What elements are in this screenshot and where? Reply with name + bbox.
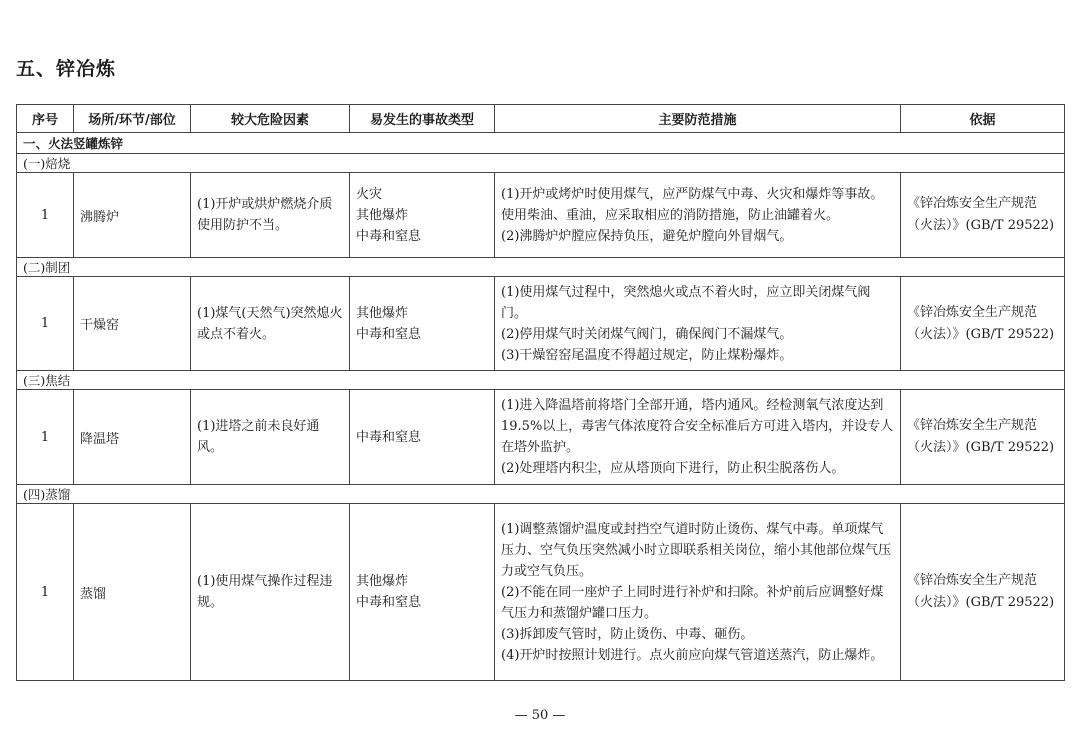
measure-item: (4)开炉时按照计划进行。点火前应向煤气管道送蒸汽，防止爆炸。 xyxy=(501,647,884,663)
cell-place: 干燥窑 xyxy=(74,277,191,371)
page-number: — 50 — xyxy=(514,708,566,723)
measure-item: (1)调整蒸馏炉温度或封挡空气道时防止烫伤、煤气中毒。单项煤气压力、空气负压突然减小时立即联系相关岗位，缩小其他部位煤气压力或空气负压。 xyxy=(501,521,892,579)
table-row xyxy=(17,173,1065,258)
measure-item: (2)处理塔内积尘，应从塔顶向下进行，防止积尘脱落伤人。 xyxy=(501,461,845,476)
header-no: 序号 xyxy=(17,105,74,133)
subsection-label: (三)焦结 xyxy=(17,371,1065,390)
subsection-label: (二)制团 xyxy=(17,258,1065,277)
measure-item: (3)拆卸废气管时，防止烫伤、中毒、砸伤。 xyxy=(501,626,754,642)
table-row xyxy=(17,504,1065,681)
table-row xyxy=(17,390,1065,485)
cell-accident xyxy=(350,173,495,258)
subsection-label: (一)焙烧 xyxy=(17,154,1065,173)
accident-type: 其他爆炸 xyxy=(356,305,409,321)
cell-place: 沸腾炉 xyxy=(74,173,191,258)
cell-danger: (1)煤气(天然气)突然熄火或点不着火。 xyxy=(191,277,350,371)
cell-danger: (1)进塔之前未良好通风。 xyxy=(191,390,350,485)
measure-item: (2)沸腾炉炉膛应保持负压，避免炉膛向外冒烟气。 xyxy=(501,228,793,244)
subsection-label: (四)蒸馏 xyxy=(17,485,1065,504)
category-row xyxy=(17,133,1065,154)
cell-accident xyxy=(350,277,495,371)
accident-type: 其他爆炸 xyxy=(356,574,409,589)
measure-item: (1)使用煤气过程中，突然熄火或点不着火时，应立即关闭煤气阀门。 xyxy=(501,284,871,321)
table-header-row xyxy=(17,105,1065,133)
subsection-row xyxy=(17,371,1065,390)
measure-item: (1)开炉或烤炉时使用煤气，应严防煤气中毒、火灾和爆炸等事故。使用柴油、重油，应采取相应的消防措施，防止油罐着火。 xyxy=(501,186,884,223)
header-place: 场所/环节/部位 xyxy=(74,105,191,133)
header-measures: 主要防范措施 xyxy=(495,105,901,133)
cell-basis: 《锌冶炼安全生产规范（火法）》(GB/T 29522) xyxy=(901,173,1065,258)
subsection-row xyxy=(17,258,1065,277)
cell-place: 蒸馏 xyxy=(74,504,191,681)
section-title: 五、锌冶炼 xyxy=(16,58,117,80)
cell-basis: 《锌冶炼安全生产规范（火法）》(GB/T 29522) xyxy=(901,277,1065,371)
accident-type: 中毒和窒息 xyxy=(356,429,422,445)
accident-type: 火灾 xyxy=(356,186,383,202)
cell-no: 1 xyxy=(17,390,74,485)
accident-type: 中毒和窒息 xyxy=(356,228,422,244)
cell-measures xyxy=(495,173,901,258)
measure-item: (3)干燥窑窑尾温度不得超过规定，防止煤粉爆炸。 xyxy=(501,347,793,363)
cell-no: 1 xyxy=(17,504,74,681)
measure-item: (1)进入降温塔前将塔门全部开通，塔内通风。经检测氧气浓度达到19.5%以上，毒害气体浓度符合安全标准后方可进入塔内，并设专人在塔外监护。 xyxy=(501,398,894,455)
hazard-table xyxy=(16,104,1065,681)
accident-type: 中毒和窒息 xyxy=(356,326,422,342)
cell-no: 1 xyxy=(17,277,74,371)
cell-basis: 《锌冶炼安全生产规范（火法）》(GB/T 29522) xyxy=(901,390,1065,485)
subsection-row xyxy=(17,485,1065,504)
subsection-row xyxy=(17,154,1065,173)
category-label: 一、火法竖罐炼锌 xyxy=(17,133,1065,154)
cell-basis: 《锌冶炼安全生产规范（火法）》(GB/T 29522) xyxy=(901,504,1065,681)
measure-item: (2)不能在同一座炉子上同时进行补炉和扫除。补炉前后应调整好煤气压力和蒸馏炉罐口压力。 xyxy=(501,584,884,621)
cell-accident xyxy=(350,390,495,485)
table-row xyxy=(17,277,1065,371)
cell-measures xyxy=(495,504,901,681)
cell-accident xyxy=(350,504,495,681)
accident-type: 中毒和窒息 xyxy=(356,595,422,610)
header-basis: 依据 xyxy=(901,105,1065,133)
cell-measures xyxy=(495,277,901,371)
cell-no: 1 xyxy=(17,173,74,258)
accident-type: 其他爆炸 xyxy=(356,207,409,223)
header-accident: 易发生的事故类型 xyxy=(350,105,495,133)
header-danger: 较大危险因素 xyxy=(191,105,350,133)
cell-danger: (1)使用煤气操作过程违规。 xyxy=(191,504,350,681)
cell-measures xyxy=(495,390,901,485)
measure-item: (2)停用煤气时关闭煤气阀门，确保阀门不漏煤气。 xyxy=(501,326,793,342)
cell-place: 降温塔 xyxy=(74,390,191,485)
cell-danger: (1)开炉或烘炉燃烧介质使用防护不当。 xyxy=(191,173,350,258)
